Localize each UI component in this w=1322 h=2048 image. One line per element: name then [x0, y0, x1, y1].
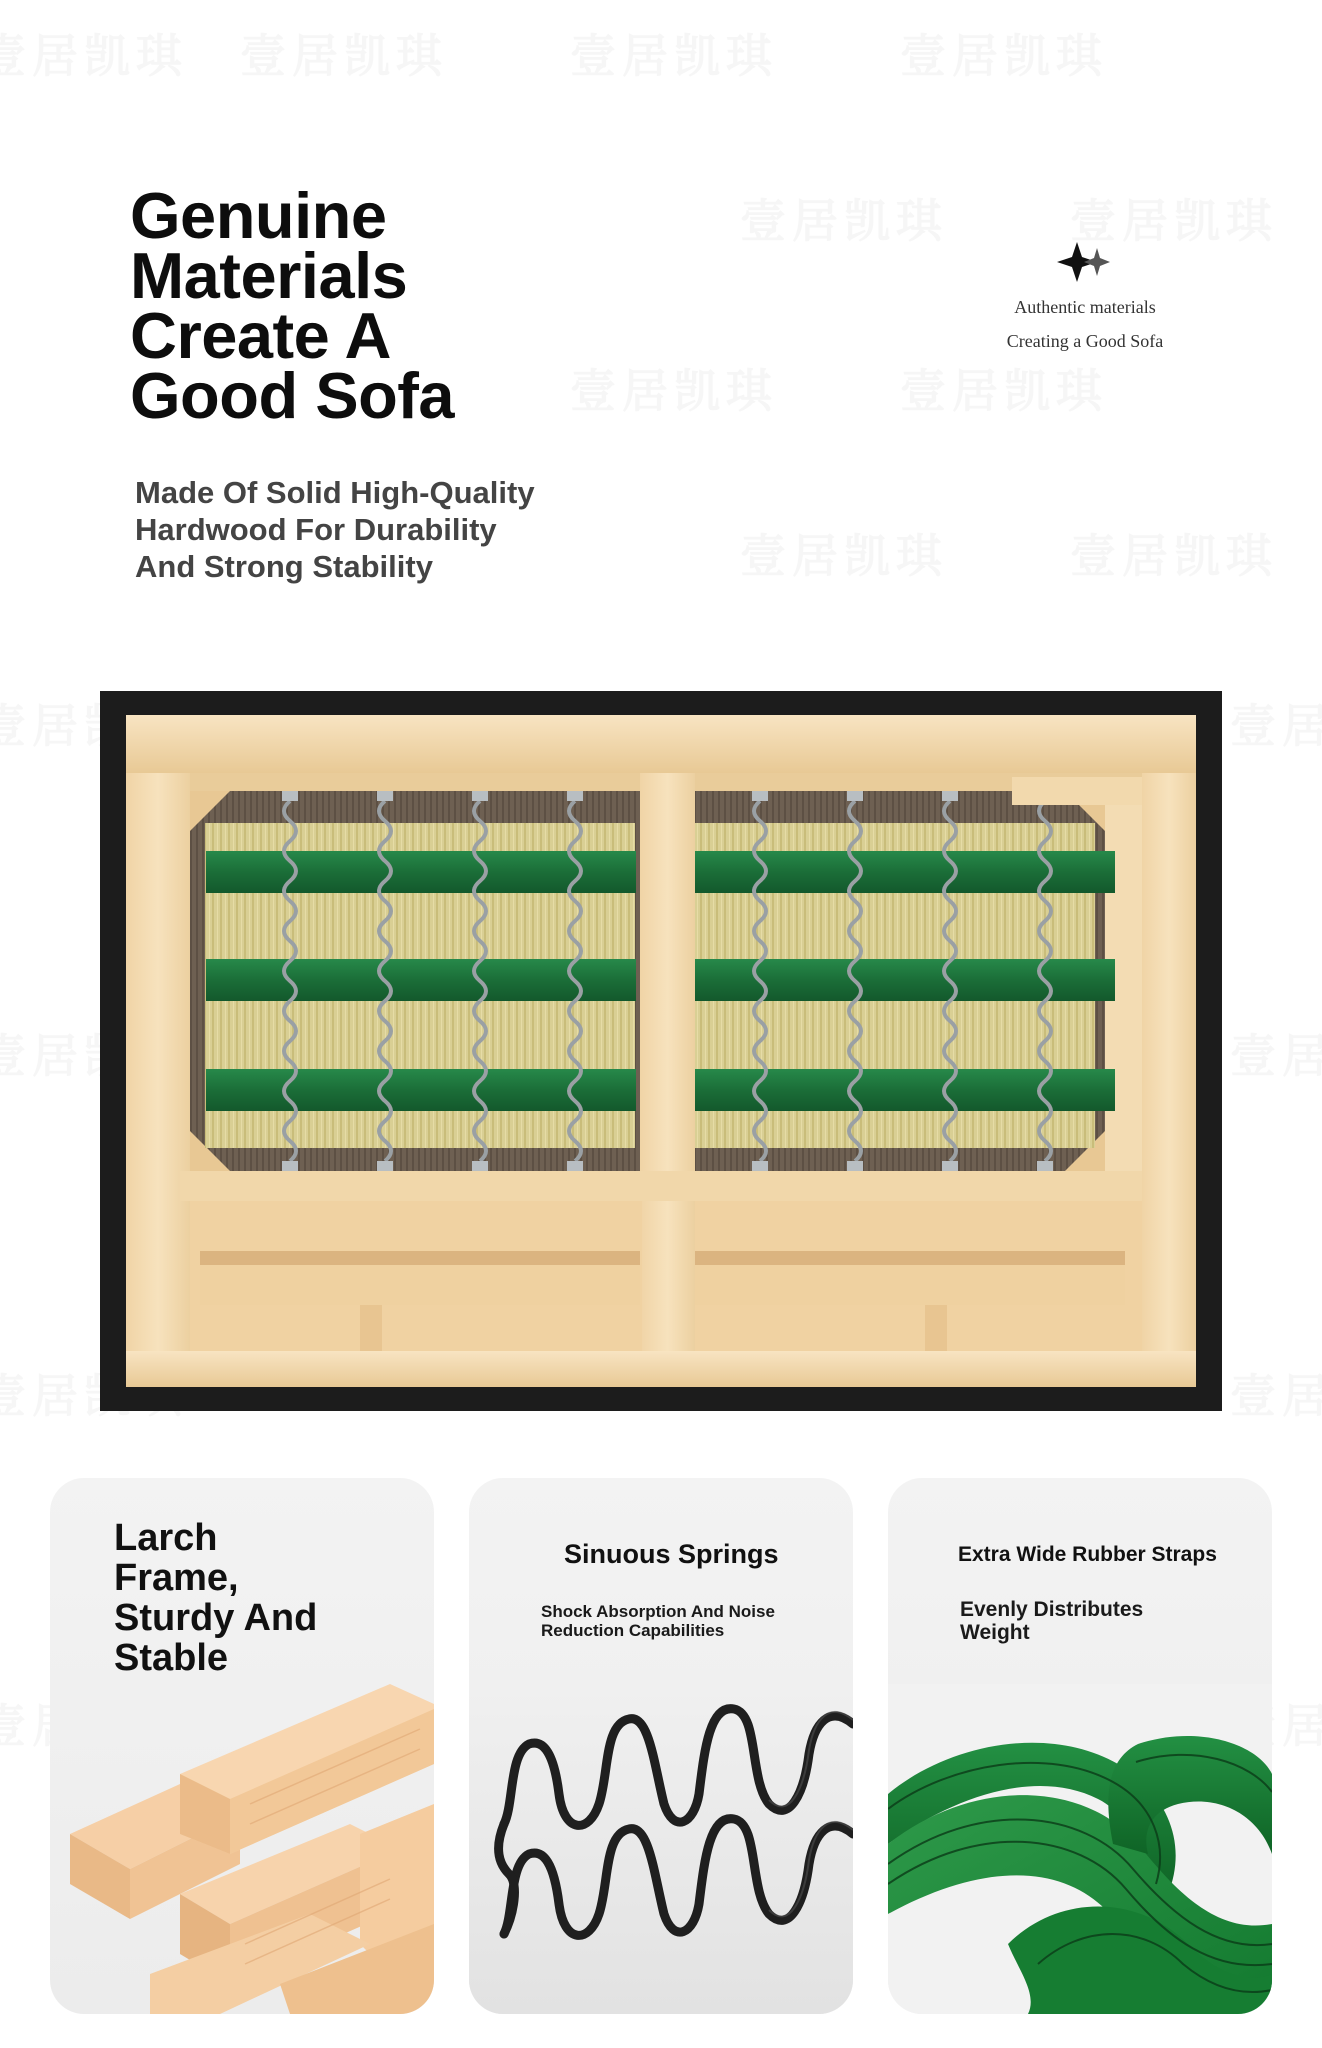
- watermark-text: [900, 355, 1108, 421]
- watermark-text: [740, 185, 948, 251]
- title-line: Genuine: [130, 179, 387, 252]
- card-description: [960, 1598, 1143, 1644]
- watermark-text: [1230, 1020, 1322, 1086]
- watermark-text: [1230, 690, 1322, 756]
- title-line: Create A: [130, 299, 391, 372]
- subtitle-line: Hardwood For Durability: [135, 512, 497, 547]
- watermark-text: [1230, 1360, 1322, 1426]
- watermark-text: [740, 520, 948, 586]
- sinuous-spring-image: [469, 1684, 853, 2014]
- watermark-text: [1070, 520, 1278, 586]
- card-title: [114, 1518, 317, 1678]
- page-title: [130, 179, 455, 432]
- card-title-line: Stable: [114, 1637, 229, 1679]
- sofa-frame-image: [100, 691, 1222, 1411]
- card-desc-line: Shock Absorption And Noise: [541, 1602, 775, 1621]
- badge-line-2: Creating a Good Sofa: [1006, 331, 1164, 351]
- card-title: Extra Wide Rubber Straps: [958, 1543, 1217, 1566]
- subtitle-line: Made Of Solid High-Quality: [135, 475, 535, 510]
- page-subtitle: [135, 474, 535, 585]
- watermark-text: [570, 355, 778, 421]
- card-description: [541, 1602, 775, 1640]
- card-desc-line: Evenly Distributes: [960, 1598, 1144, 1621]
- subtitle-line: And Strong Stability: [135, 549, 433, 584]
- watermark-text: [570, 20, 778, 86]
- watermark-text: [900, 20, 1108, 86]
- card-title-line: Larch: [114, 1517, 218, 1559]
- title-line: Materials: [130, 239, 408, 312]
- larch-wood-image: [50, 1684, 434, 2014]
- watermark-text: [0, 20, 188, 86]
- badge-line-1: Authentic materials: [1014, 297, 1156, 317]
- title-line: Good Sofa: [130, 359, 455, 432]
- card-desc-line: Reduction Capabilities: [541, 1621, 725, 1640]
- authentic-badge: [960, 240, 1210, 358]
- card-title-line: Frame,: [114, 1557, 239, 1599]
- watermark-text: [240, 20, 448, 86]
- sparkle-icon: [1053, 240, 1117, 284]
- rubber-strap-image: [888, 1684, 1272, 2014]
- card-title-line: Sturdy And: [114, 1597, 318, 1639]
- card-desc-line: Weight: [960, 1621, 1030, 1644]
- feature-card-springs: [469, 1478, 853, 2014]
- feature-card-straps: [888, 1478, 1272, 2014]
- feature-card-larch: [50, 1478, 434, 2014]
- card-title: Sinuous Springs: [564, 1539, 779, 1569]
